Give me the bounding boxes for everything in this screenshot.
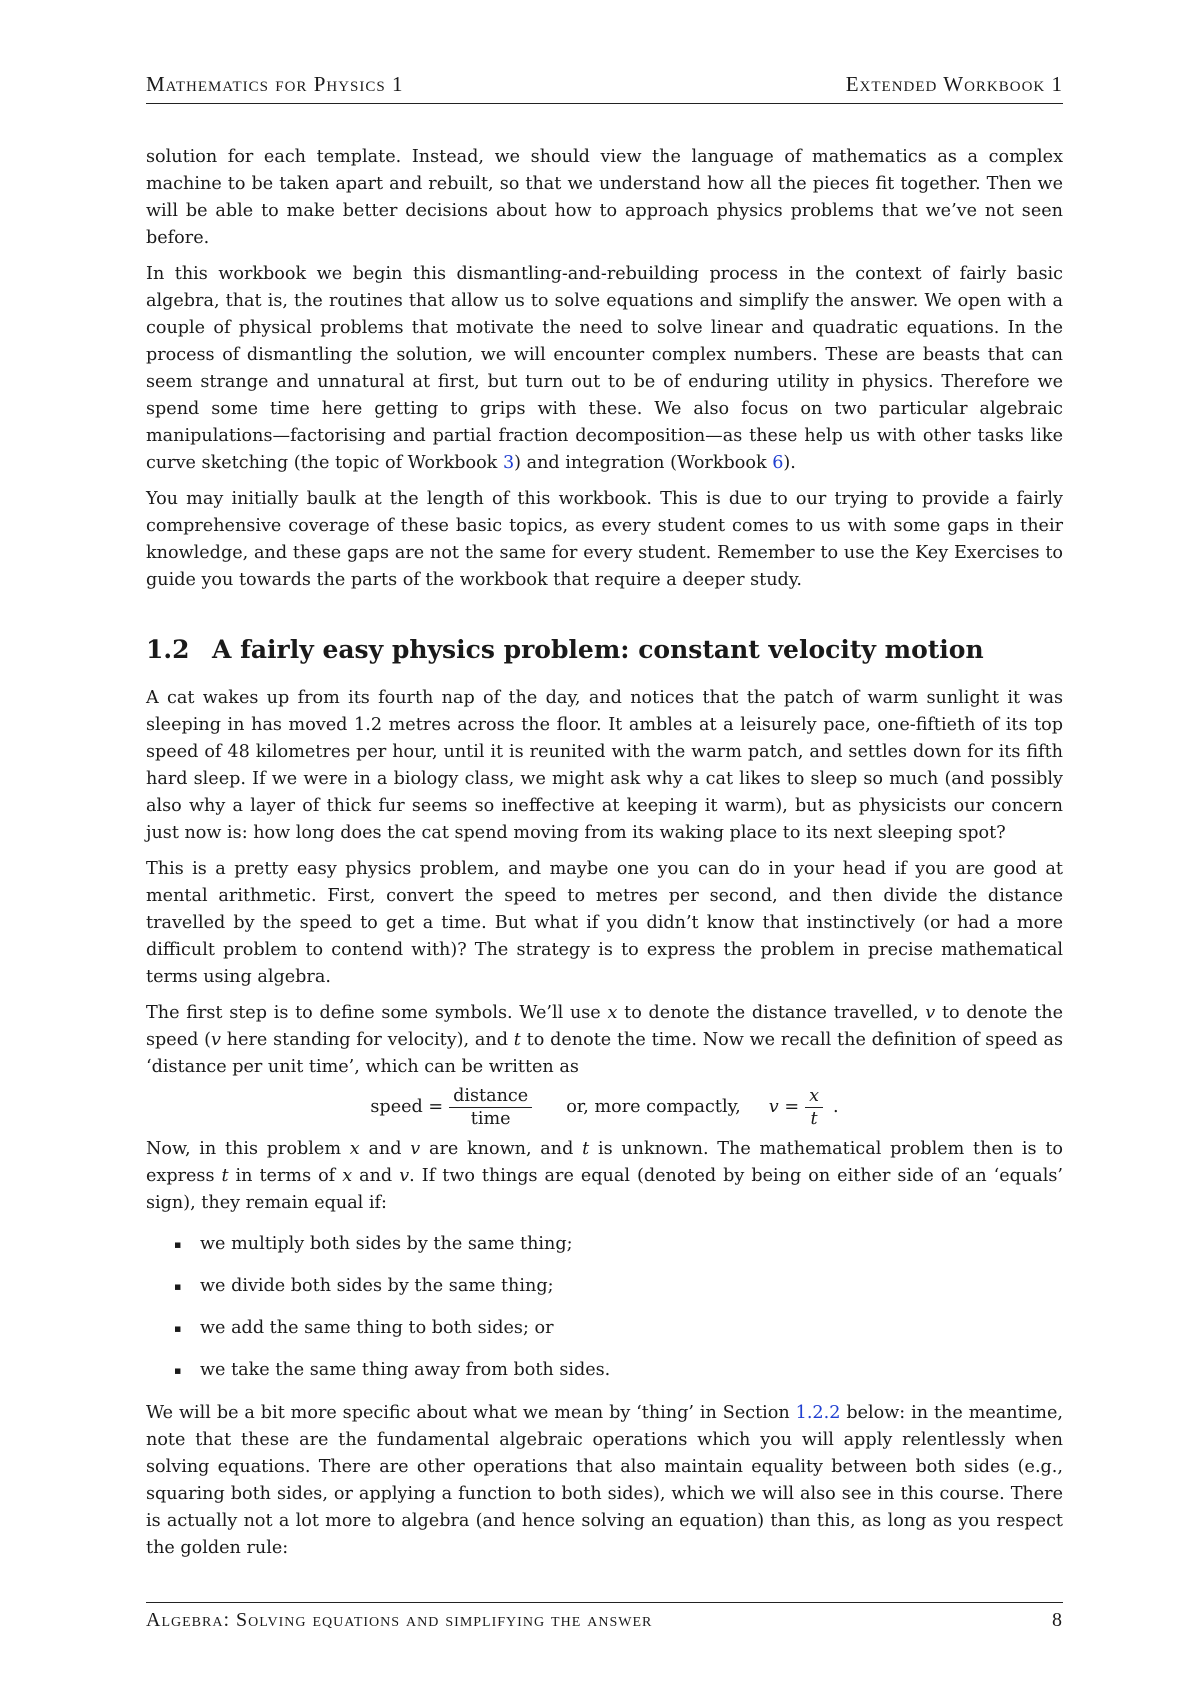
math-v: v: [399, 1166, 410, 1186]
equation-lhs-v: v =: [768, 1097, 800, 1117]
p4-text-d: is unknown. The mathematical problem then is to express: [146, 1139, 1063, 1186]
section-paragraph-5: [146, 1400, 1063, 1562]
math-x: x: [349, 1139, 360, 1159]
section-1-2-2-link[interactable]: 1.2.2: [795, 1403, 841, 1423]
p5-text-a: We will be a bit more specific about what we mean by ‘thing’ in Section: [146, 1403, 796, 1423]
list-item: ▪ we divide both sides by the same thing;: [174, 1273, 1063, 1300]
p5-text-b: below: in the meantime, note that these are the fundamental algebraic operations which you will apply relentlessly when solving equations. There are other operations that also maintain equality between both sides (e.g., squaring both sides, or applying a function to both sides), which we will also see in this course. There is actually not a lot more to algebra (and hence solving an equation) than this, as long as you respect the golden rule:: [146, 1403, 1063, 1558]
page-header: [146, 72, 1063, 104]
intro-paragraph-2: [146, 261, 1063, 477]
section-paragraph-3: [146, 1000, 1063, 1081]
p4-text-c: are known, and: [420, 1139, 583, 1159]
intro-p2-text-c: ).: [783, 453, 796, 473]
math-v: v: [410, 1139, 421, 1159]
math-v: v: [925, 1003, 936, 1023]
section-paragraph-4: [146, 1136, 1063, 1217]
equation-lhs-speed: speed =: [370, 1097, 444, 1117]
page-number: 8: [1052, 1609, 1063, 1631]
p4-text-a: Now, in this problem: [146, 1139, 350, 1159]
section-paragraph-1: A cat wakes up from its fourth nap of the day, and notices that the patch of warm sunlight it was sleeping in has moved 1.2 metres across the floor. It ambles at a leisurely pace, one-fiftieth of its top speed of 48 kilometres per hour, until it is reunited with the warm patch, and settles down for its fifth hard sleep. If we were in a biology class, we might ask why a cat likes to sleep so much (and possibly also why a layer of thick fur seems so ineffective at keeping it warm), but as physicists our concern just now is: how long does the cat spend moving from its waking place to its next sleeping spot?: [146, 688, 1063, 843]
intro-paragraph-3: You may initially baulk at the length of this workbook. This is due to our trying to provide a fairly comprehensive coverage of these basic topics, as every student comes to us with some gaps in their knowledge, and these gaps are not the same for every student. Remember to use the Key Exercises to guide you towards the parts of the workbook that require a deeper study.: [146, 489, 1063, 590]
p4-text-b: and: [359, 1139, 411, 1159]
math-x: x: [342, 1166, 353, 1186]
intro-p2-text-a: In this workbook we begin this dismantling-and-rebuilding process in the context of fairly basic algebra, that is, the routines that allow us to solve equations and simplify the answer. We open with a couple of physical problems that motivate the need to solve linear and quadratic equations. In the process of dismantling the solution, we will encounter complex numbers. These are beasts that can seem strange and unnatural at first, but turn out to be of enduring utility in physics. Therefore we spend some time here getting to grips with these. We also focus on two particular algebraic manipulations—factorising and partial fraction decomposition—as these help us with other tasks like curve sketching (the topic of Workbook: [146, 264, 1063, 473]
header-book-title: Mathematics for Physics 1: [146, 72, 404, 96]
equality-rules-list: [146, 1231, 1063, 1384]
fraction-distance-time: [449, 1085, 532, 1130]
section-paragraph-2: This is a pretty easy physics problem, and maybe one you can do in your head if you are good at mental arithmetic. First, convert the speed to metres per second, and then divide the distance travelled by the speed to get a time. But what if you didn’t know that instinctively (or had a more difficult problem to contend with)? The strategy is to express the problem in precise mathematical terms using algebra.: [146, 859, 1063, 987]
p4-text-g: . If two things are equal (denoted by being on either side of an ‘equals’ sign), they remain equal if:: [146, 1166, 1063, 1213]
p4-text-e: in terms of: [228, 1166, 343, 1186]
math-t: t: [582, 1139, 590, 1159]
fraction-x-t: [805, 1085, 823, 1130]
equation-middle-text: or, more compactly,: [566, 1097, 741, 1117]
section-title: A fairly easy physics problem: constant velocity motion: [212, 635, 984, 664]
fraction-denominator: time: [470, 1109, 511, 1129]
math-t: t: [513, 1030, 521, 1050]
section-heading: [146, 636, 1063, 663]
list-item: ▪ we take the same thing away from both sides.: [174, 1357, 1063, 1384]
list-item: ▪ we multiply both sides by the same thing;: [174, 1231, 1063, 1258]
math-t: t: [221, 1166, 229, 1186]
section-number: 1.2: [146, 635, 190, 664]
workbook-6-link[interactable]: 6: [772, 453, 784, 473]
header-workbook-title: Extended Workbook 1: [845, 72, 1063, 96]
math-x: x: [607, 1003, 618, 1023]
fraction-denominator: t: [810, 1109, 818, 1129]
p3-text-c: to denote the speed (: [146, 1003, 1064, 1050]
page-content: [146, 144, 1063, 1571]
equation-end: .: [833, 1097, 839, 1117]
p3-text-d: here standing for velocity), and: [220, 1030, 514, 1050]
list-item: ▪ we add the same thing to both sides; or: [174, 1315, 1063, 1342]
p4-text-f: and: [352, 1166, 400, 1186]
speed-equation: [146, 1085, 1063, 1130]
footer-chapter-title: Algebra: Solving equations and simplifying the answer: [146, 1609, 653, 1631]
intro-paragraph-1: solution for each template. Instead, we should view the language of mathematics as a complex machine to be taken apart and rebuilt, so that we understand how all the pieces fit together. Then we will be able to make better decisions about how to approach physics problems that we’ve not seen before.: [146, 147, 1063, 248]
page-footer: [146, 1602, 1063, 1632]
fraction-numerator: distance: [449, 1085, 532, 1108]
intro-p2-text-b: ) and integration (Workbook: [514, 453, 773, 473]
fraction-numerator: x: [805, 1085, 823, 1108]
math-v: v: [211, 1030, 221, 1050]
workbook-3-link[interactable]: 3: [502, 453, 515, 473]
p3-text-a: The first step is to define some symbols. We’ll use: [146, 1003, 608, 1023]
p3-text-e: to denote the time. Now we recall the definition of speed as ‘distance per unit time’, which can be written as: [146, 1030, 1063, 1077]
p3-text-b: to denote the distance travelled,: [617, 1003, 926, 1023]
